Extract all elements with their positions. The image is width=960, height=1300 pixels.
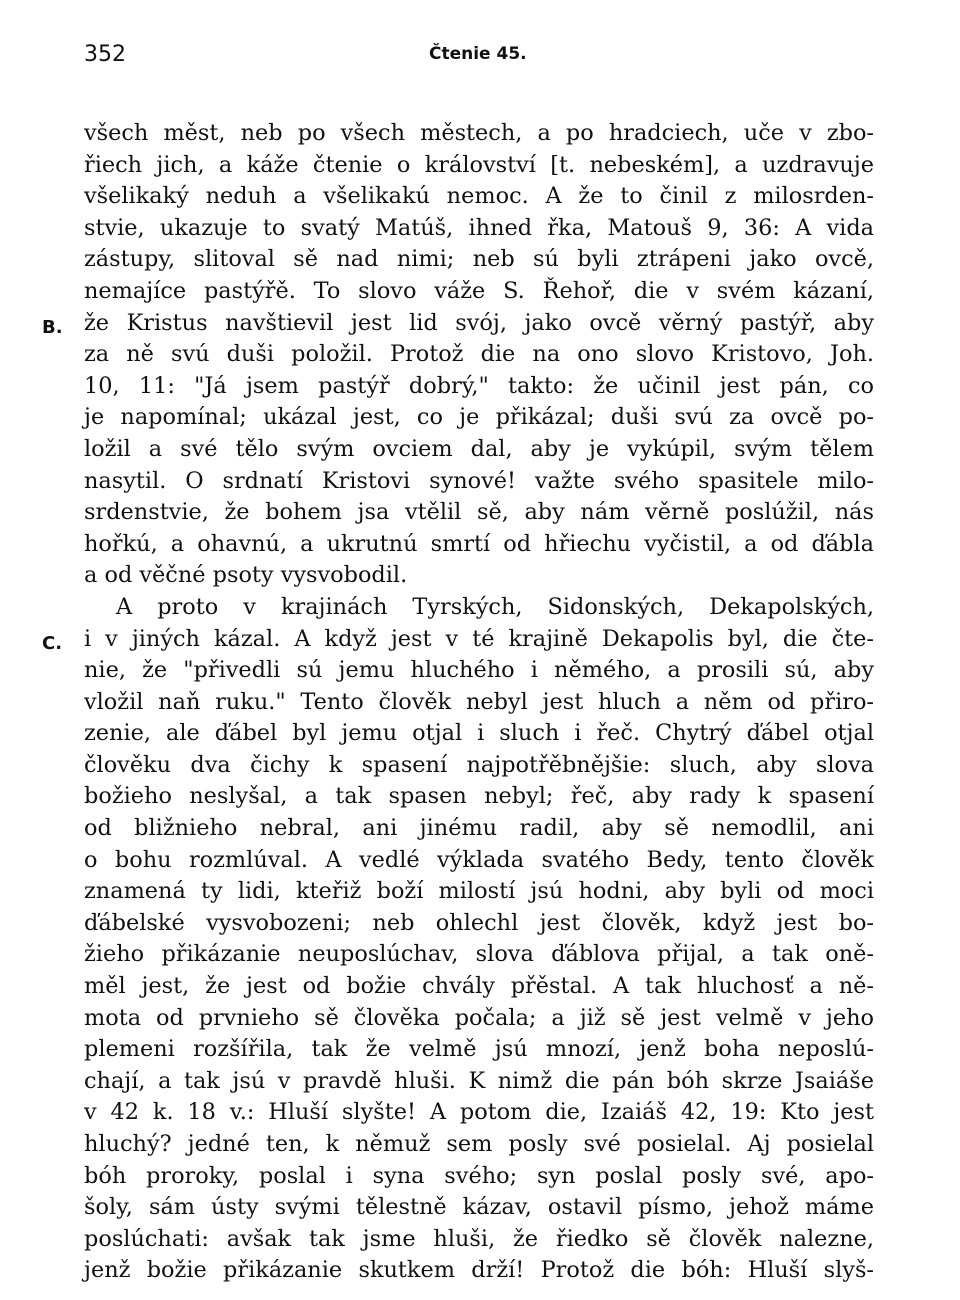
text-line: A proto v krajinách Tyrských, Sidonských, Dekapolských, (116, 593, 874, 620)
text-line: a od věčné psoty vysvobodil. (84, 562, 408, 589)
text-line: že Kristus navštievil jest lid svój, jako ovcě věrný pastýř, aby (84, 309, 874, 336)
page-header (84, 42, 864, 82)
margin-marker-b: B. (42, 317, 63, 338)
text-line: je napomínal; ukázal jest, co je přikázal; duši svú za ovcě po- (84, 404, 874, 431)
text-line: za ně svú duši položil. Protož die na ono slovo Kristovo, Joh. (84, 341, 874, 368)
text-line: chají, a tak jsú v pravdě hluši. K nimž die pán bóh skrze Jsaiáše (84, 1067, 874, 1094)
text-line: všech měst, neb po všech městech, a po hradciech, uče v zbo- (84, 120, 874, 146)
text-line: hluchý? jedné ten, k němuž sem posly své posielal. Aj posielal (84, 1131, 874, 1157)
text-line: člověku dva čichy k spasení najpotřěbnějšie: sluch, aby slova (84, 751, 874, 778)
text-line: bóh proroky, poslal i syna svého; syn poslal posly své, apo- (84, 1162, 874, 1189)
text-line: zástupy, slitoval sě nad nimi; neb sú byli ztrápeni jako ovcě, (84, 246, 874, 273)
text-line: znamená ty lidi, kteřiž boží milostí jsú hodni, aby byli od moci (84, 878, 874, 905)
text-line: jenž božie přikázanie skutkem drží! Protož die bóh: Hluší slyš- (84, 1257, 874, 1284)
text-line: od bližnieho nebral, ani jinému radil, aby sě nemodlil, ani (84, 815, 874, 842)
page-number: 352 (84, 42, 126, 67)
text-line: ďábelské vysvobozeni; neb ohlechl jest člověk, když jest bo- (84, 909, 874, 936)
text-line: plemeni rozšířila, tak že velmě jsú mnozí, jenž boha neposlú- (84, 1036, 874, 1063)
text-line: žieho přikázanie neuposlúchav, slova ďáblova přijal, a tak oně- (84, 941, 874, 968)
text-line: vložil naň ruku." Tento člověk nebyl jest hluch a něm od přiro- (84, 688, 874, 715)
text-line: ložil a své tělo svým ovciem dal, aby je vykúpil, svým tělem (84, 435, 874, 462)
text-line: řiech jich, a káže čtenie o království [t. nebeském], a uzdravuje (84, 151, 874, 178)
text-line: mota od prvnieho sě člověka počala; a již sě jest velmě v jeho (84, 1004, 874, 1031)
text-line: božieho neslyšal, a tak spasen nebyl; řeč, aby rady k spasení (84, 783, 874, 810)
text-line: stvie, ukazuje to svatý Matúš, ihned řka, Matouš 9, 36: A vida (84, 214, 874, 241)
body-text (84, 118, 874, 1287)
text-line: srdenstvie, že bohem jsa vtělil sě, aby nám věrně poslúžil, nás (84, 499, 874, 526)
margin-marker-c: C. (42, 633, 63, 654)
text-line: měl jest, že jest od božie chvály přěstal. A tak hluchosť a ně- (84, 973, 874, 1000)
text-line: zenie, ale ďábel byl jemu otjal i sluch i řeč. Chytrý ďábel otjal (84, 720, 874, 747)
text-line: nie, že "přivedli sú jemu hluchého i němého, a prosili sú, aby (84, 657, 874, 684)
text-line: nasytil. O srdnatí Kristovi synové! važte svého spasitele milo- (84, 467, 874, 494)
text-line: nemajíce pastýřě. To slovo váže S. Řehoř, die v svém kázaní, (84, 277, 874, 304)
text-line: všelikaký neduh a všelikakú nemoc. A že to činil z milosrden- (84, 183, 874, 210)
text-line: šoly, sám ústy svými tělestně kázav, ostavil písmo, jehož máme (84, 1194, 874, 1221)
running-title: Čtenie 45. (429, 44, 527, 64)
text-line: v 42 k. 18 v.: Hluší slyšte! A potom die, Izaiáš 42, 19: Kto jest (84, 1099, 874, 1126)
text-line: hořkú, a ohavnú, a ukrutnú smrtí od hřiechu vyčistil, a od ďábla (84, 530, 874, 557)
text-line: o bohu rozmlúval. A vedlé výklada svatého Bedy, tento člověk (84, 846, 874, 873)
text-line: poslúchati: avšak tak jsme hluši, že řiedko sě člověk nalezne, (84, 1225, 874, 1252)
text-line: i v jiných kázal. A když jest v té krajině Dekapolis byl, die čte- (84, 625, 874, 652)
text-line: 10, 11: "Já jsem pastýř dobrý," takto: že učinil jest pán, co (84, 372, 874, 399)
